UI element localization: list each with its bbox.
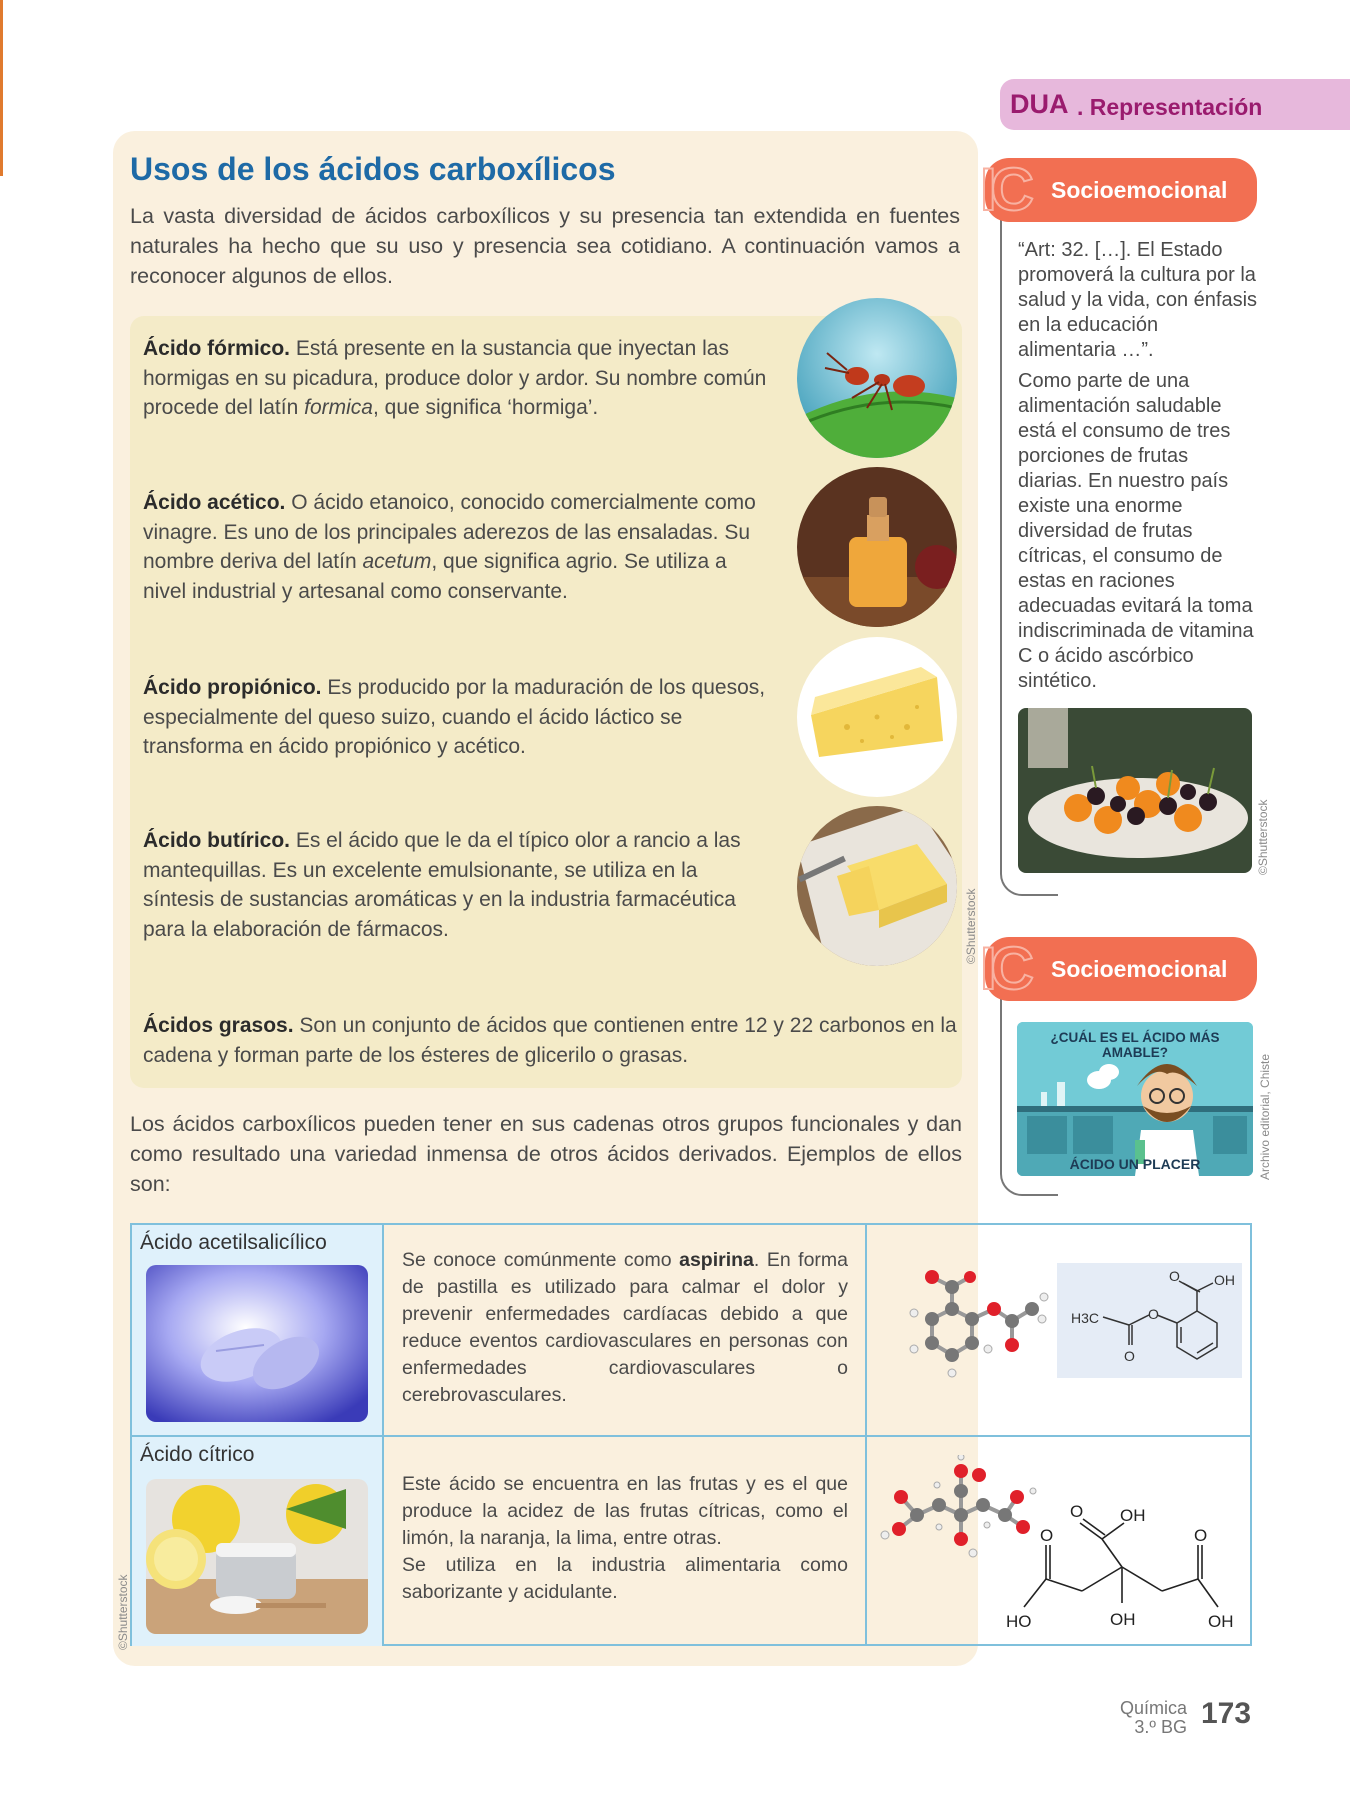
table-photo-credit: ©Shutterstock (116, 1574, 130, 1650)
footer-subject (1120, 1699, 1187, 1737)
svg-text:O: O (1124, 1348, 1135, 1364)
svg-text:OH: OH (1120, 1506, 1146, 1525)
socioemocional-label-1: Socioemocional (1051, 177, 1228, 203)
svg-text:HO: HO (1006, 1612, 1032, 1631)
page-edge-line (0, 0, 3, 176)
svg-text:OH: OH (1208, 1612, 1234, 1631)
acid-name: Ácido propiónico. (143, 676, 322, 699)
lemons-salt-photo (146, 1479, 368, 1634)
table-divider (132, 1435, 1252, 1437)
svg-text:O: O (1194, 1526, 1208, 1545)
aspirin-structural-formula (1057, 1263, 1242, 1378)
derived-acids-paragraph: Los ácidos carboxílicos pueden tener en sus cadenas otros grupos funcionales y dan como resultado una variedad inmensa de otros ácidos derivados. Ejemplos de ellos son: (130, 1112, 962, 1196)
cartoon-answer: ÁCIDO UN PLACER (1069, 1156, 1201, 1172)
acid-name: Ácido acético. (143, 491, 286, 514)
svg-text:OH: OH (1214, 1272, 1235, 1288)
aspirin-ball-stick-model (902, 1269, 1052, 1399)
svg-text:O: O (1070, 1502, 1084, 1521)
acid-butirico-text: Ácido butírico. Es el ácido que le da el típico olor a rancio a las mantequillas. Es un excelente emulsionante, se utiliza en la síntesis de sustancias aromáticas y en la industria farmacéutica para la elaboración de fármacos. (143, 829, 741, 941)
socio-text: Como parte de una alimentación saludable está el consumo de tres porciones de frutas diarias. En nuestro país existe una enorme diversidad de frutas cítricas, el consumo de estas en raciones adecuadas evitará la toma indiscriminada de vitamina C o ácido ascórbico sintético. (1018, 370, 1254, 692)
table-acid-name: Ácido acetilsalicílico (140, 1231, 327, 1254)
cheese-photo (797, 637, 957, 797)
derived-acids-table (130, 1223, 1252, 1646)
svg-text:OH: OH (1110, 1610, 1136, 1629)
acid-acetico-text: Ácido acético. O ácido etanoico, conocido comercialmente como vinagre. Es uno de los principales aderezos de las ensaladas. Su nombre deriva del latín acetum, que significa agrio. Se utiliza a nivel industrial y artesanal como conservante. (143, 491, 756, 603)
fruit-bowl-photo (1018, 708, 1252, 873)
fruit-photo-credit: ©Shutterstock (1256, 799, 1270, 875)
socioemocional-label-2: Socioemocional (1051, 956, 1228, 982)
acid-propionico-text: Ácido propiónico. Es producido por la maduración de los quesos, especialmente del queso suizo, cuando el ácido láctico se transforma en ácido propiónico y acético. (143, 676, 766, 758)
intro-paragraph: La vasta diversidad de ácidos carboxílicos y su presencia tan extendida en fuentes naturales ha hecho que su uso y presencia sea cotidiano. A continuación vamos a reconocer algunos de ellos. (130, 204, 960, 288)
subject-name: Química (1119, 1698, 1187, 1718)
grade-label: 3.º BG (1134, 1717, 1187, 1737)
vinegar-photo (797, 467, 957, 627)
svg-text:O: O (1148, 1306, 1159, 1322)
ic-logo-icon: IC (980, 156, 1028, 223)
aspirin-photo (146, 1265, 368, 1422)
butter-photo (797, 806, 957, 966)
cartoon-question: ¿CUÁL ES EL ÁCIDO MÁS AMABLE? (1050, 1030, 1220, 1060)
ant-photo (797, 298, 957, 458)
table-acid-name: Ácido cítrico (140, 1443, 255, 1466)
socio-quote: “Art: 32. […]. El Estado promoverá la cultura por la salud y la vida, con énfasis en la educación alimentaria …”. (1018, 239, 1258, 361)
photo-credit: ©Shutterstock (964, 888, 978, 964)
svg-text:H3C: H3C (1071, 1310, 1100, 1326)
citric-structural-formula (992, 1483, 1252, 1643)
acid-name: Ácido fórmico. (143, 337, 291, 360)
page-title: Usos de los ácidos carboxílicos (130, 151, 616, 187)
ic-logo-icon: IC (980, 935, 1028, 1002)
cartoon-credit: Archivo editorial, Chiste (1258, 1053, 1272, 1180)
citric-description: Este ácido se encuentra en las frutas y es el que produce la acidez de las frutas cítricas, como el limón, la naranja, la lima, entre otras. Se utiliza en la industria alimentaria como saborizante y acidulante. (402, 1473, 848, 1603)
aspirin-description: Se conoce comúnmente como aspirina. En forma de pastilla es utilizado para calmar el dolor y prevenir enfermedades cardíacas debido a que reduce eventos cardiovasculares en personas con enfermedades cardiovasculares o cerebrovasculares. (402, 1249, 849, 1406)
svg-text:O: O (1169, 1268, 1180, 1284)
acid-name: Ácidos grasos. (143, 1014, 294, 1037)
acid-name: Ácido butírico. (143, 829, 290, 852)
dua-label: DUA (1010, 89, 1069, 119)
acid-formico-text: Ácido fórmico. Está presente en la sustancia que inyectan las hormigas en su picadura, produce dolor y ardor. Su nombre común procede del latín formica, que significa ‘hormiga’. (143, 337, 767, 419)
acidos-grasos-text: Ácidos grasos. Son un conjunto de ácidos que contienen entre 12 y 22 carbonos en la cadena y forman parte de los ésteres de glicerilo o grasas. (143, 1014, 957, 1067)
dua-representacion-label: . Representación (1077, 94, 1263, 120)
svg-text:O: O (1040, 1526, 1054, 1545)
joke-cartoon (1017, 1022, 1253, 1176)
page-number: 173 (1201, 1697, 1252, 1730)
